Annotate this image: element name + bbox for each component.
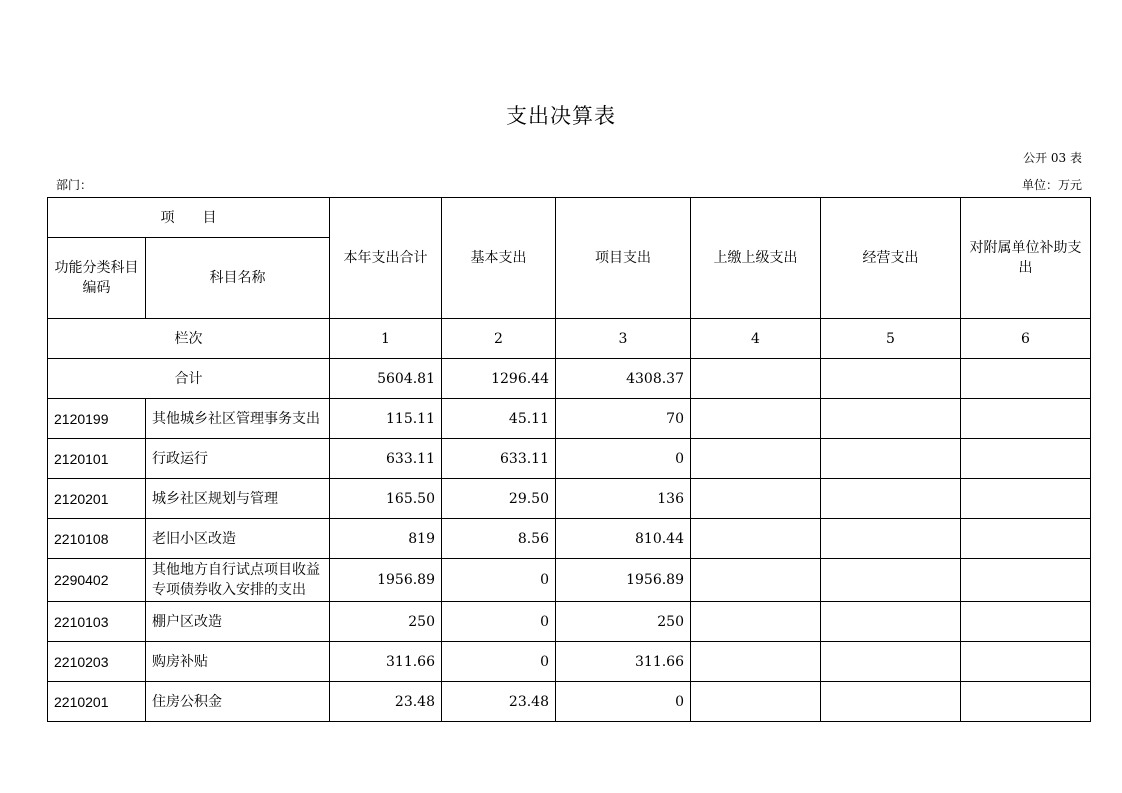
amount-cell [821, 559, 961, 602]
amount-cell: 0 [556, 439, 691, 479]
amount-cell: 311.66 [556, 642, 691, 682]
column-index-cell: 1 [330, 319, 442, 359]
amount-cell [691, 559, 821, 602]
col5-header: 经营支出 [821, 198, 961, 319]
amount-cell [691, 479, 821, 519]
amount-cell: 29.50 [442, 479, 556, 519]
amount-cell: 70 [556, 399, 691, 439]
subject-name-cell: 行政运行 [146, 439, 330, 479]
amount-cell [821, 602, 961, 642]
amount-cell: 1956.89 [330, 559, 442, 602]
total-value [821, 359, 961, 399]
amount-cell [961, 399, 1091, 439]
total-value [691, 359, 821, 399]
col2-header: 基本支出 [442, 198, 556, 319]
amount-cell: 115.11 [330, 399, 442, 439]
amount-cell: 45.11 [442, 399, 556, 439]
page-title: 支出决算表 [506, 104, 616, 128]
col1-header: 本年支出合计 [330, 198, 442, 319]
table-row [48, 642, 1091, 682]
table-row [48, 602, 1091, 642]
table-row [48, 682, 1091, 722]
func-code-cell: 2210201 [48, 682, 146, 722]
table-row [48, 559, 1091, 602]
total-value: 5604.81 [330, 359, 442, 399]
amount-cell [691, 399, 821, 439]
table-row [48, 479, 1091, 519]
column-index-cell: 3 [556, 319, 691, 359]
table-row [48, 519, 1091, 559]
amount-cell [821, 519, 961, 559]
total-value: 1296.44 [442, 359, 556, 399]
amount-cell: 311.66 [330, 642, 442, 682]
total-label: 合计 [48, 359, 330, 399]
amount-cell: 250 [556, 602, 691, 642]
table-row [48, 439, 1091, 479]
amount-cell [821, 439, 961, 479]
column-index-label: 栏次 [48, 319, 330, 359]
col6-header: 对附属单位补助支出 [961, 198, 1091, 319]
amount-cell: 0 [442, 559, 556, 602]
func-code-header: 功能分类科目编码 [48, 238, 146, 319]
func-code-cell: 2290402 [48, 559, 146, 602]
subject-name-cell: 老旧小区改造 [146, 519, 330, 559]
amount-cell [961, 682, 1091, 722]
column-index-cell: 4 [691, 319, 821, 359]
amount-cell [821, 399, 961, 439]
amount-cell: 633.11 [442, 439, 556, 479]
func-code-cell: 2120101 [48, 439, 146, 479]
amount-cell: 810.44 [556, 519, 691, 559]
amount-cell [691, 602, 821, 642]
column-index-cell: 6 [961, 319, 1091, 359]
amount-cell: 1956.89 [556, 559, 691, 602]
column-index-cell: 2 [442, 319, 556, 359]
total-value [961, 359, 1091, 399]
subject-name-cell: 棚户区改造 [146, 602, 330, 642]
amount-cell: 0 [442, 642, 556, 682]
amount-cell [961, 439, 1091, 479]
subject-name-cell: 住房公积金 [146, 682, 330, 722]
subject-name-cell: 其他地方自行试点项目收益专项债券收入安排的支出 [146, 559, 330, 602]
amount-cell [821, 682, 961, 722]
amount-cell [691, 642, 821, 682]
subject-name-cell: 购房补贴 [146, 642, 330, 682]
subject-name-cell: 其他城乡社区管理事务支出 [146, 399, 330, 439]
func-code-cell: 2210103 [48, 602, 146, 642]
form-code: 公开 03 表 [1023, 151, 1082, 165]
subject-name-cell: 城乡社区规划与管理 [146, 479, 330, 519]
department-label: 部门： [56, 178, 93, 192]
amount-cell: 0 [442, 602, 556, 642]
table-row [48, 399, 1091, 439]
amount-cell [961, 519, 1091, 559]
total-row [48, 359, 1091, 399]
col3-header: 项目支出 [556, 198, 691, 319]
unit-label: 单位：万元 [1021, 178, 1082, 192]
total-value: 4308.37 [556, 359, 691, 399]
amount-cell: 23.48 [442, 682, 556, 722]
amount-cell [691, 682, 821, 722]
expenditure-table [47, 197, 1091, 722]
amount-cell [961, 602, 1091, 642]
column-index-row [48, 319, 1091, 359]
amount-cell [821, 642, 961, 682]
func-code-cell: 2210203 [48, 642, 146, 682]
item-header: 项 目 [48, 198, 330, 238]
amount-cell [961, 642, 1091, 682]
amount-cell: 136 [556, 479, 691, 519]
amount-cell: 8.56 [442, 519, 556, 559]
header-row-top [48, 198, 1091, 238]
amount-cell: 819 [330, 519, 442, 559]
amount-cell [961, 559, 1091, 602]
amount-cell: 633.11 [330, 439, 442, 479]
amount-cell [961, 479, 1091, 519]
amount-cell: 165.50 [330, 479, 442, 519]
amount-cell: 250 [330, 602, 442, 642]
column-index-cell: 5 [821, 319, 961, 359]
func-code-cell: 2120201 [48, 479, 146, 519]
amount-cell [691, 439, 821, 479]
func-code-cell: 2120199 [48, 399, 146, 439]
col4-header: 上缴上级支出 [691, 198, 821, 319]
amount-cell: 23.48 [330, 682, 442, 722]
amount-cell: 0 [556, 682, 691, 722]
amount-cell [691, 519, 821, 559]
func-code-cell: 2210108 [48, 519, 146, 559]
subject-name-header: 科目名称 [146, 238, 330, 319]
amount-cell [821, 479, 961, 519]
